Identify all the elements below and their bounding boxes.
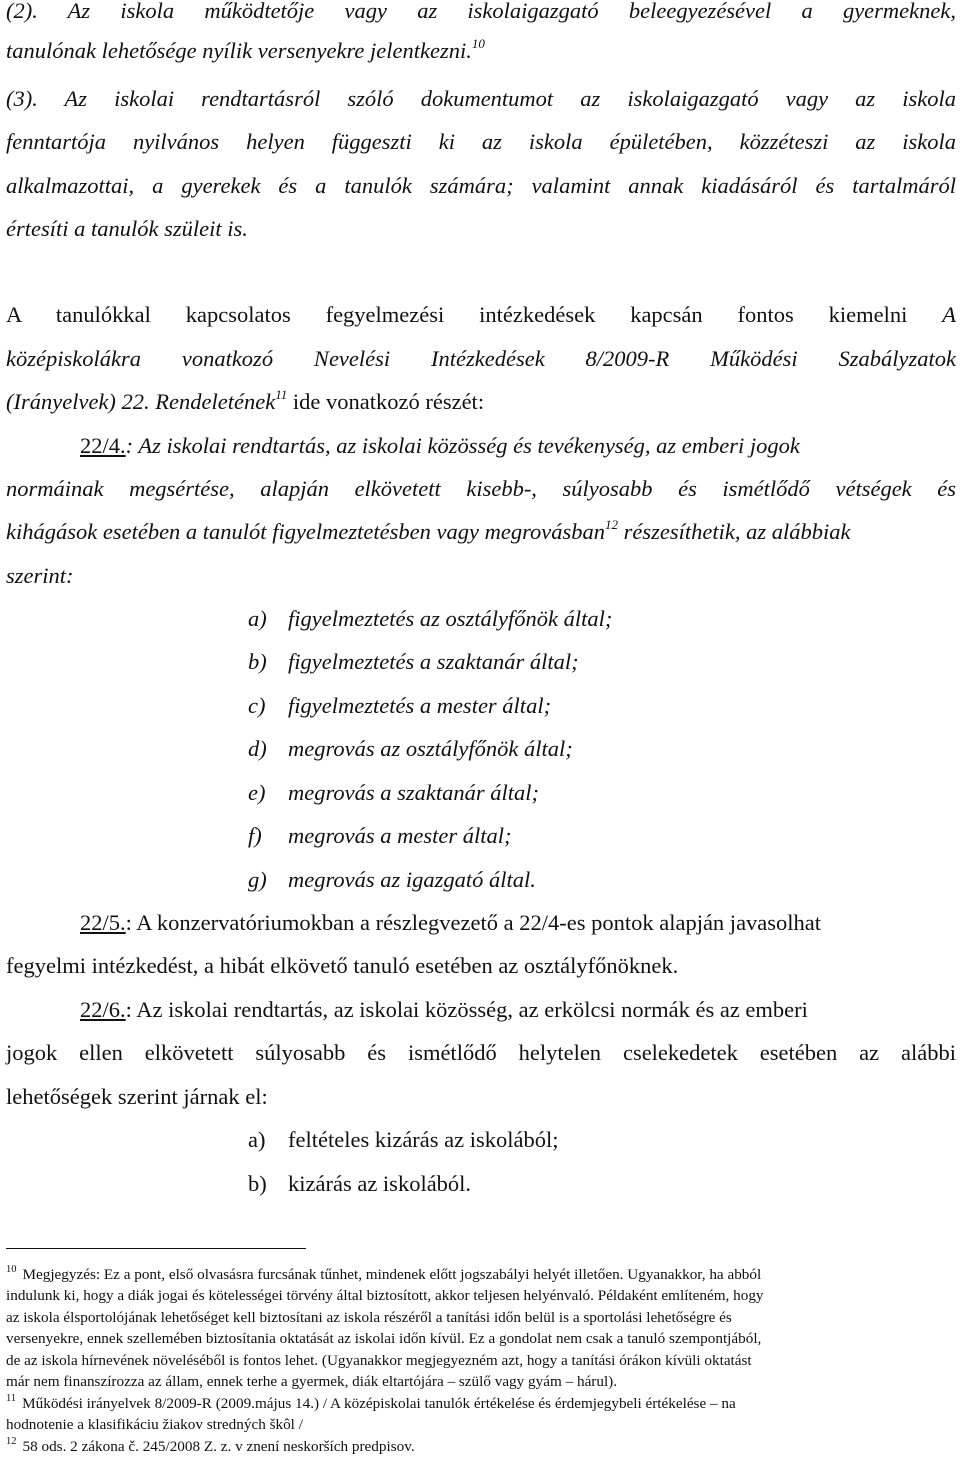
footnote-10-line: indulunk ki, hogy a diák jogai és kötelességei törvény által biztosított, akkor teljesen helyénvaló. Példaként említeném, hogy	[6, 1287, 764, 1304]
paragraph-3-line-4: értesíti a tanulók szüleit is.	[6, 216, 248, 241]
footnote-12-text: 58 ods. 2 zákona č. 245/2008 Z. z. v znení neskorších predpisov.	[22, 1438, 415, 1455]
section-22-4-line-3	[6, 517, 956, 550]
intro-line-1	[6, 300, 956, 330]
footnote-ref-10: 10	[471, 36, 485, 51]
list-item-text: megrovás a mester által;	[288, 823, 512, 848]
list-item	[248, 821, 512, 851]
section-22-6-text: : Az iskolai rendtartás, az iskolai közösség, az erkölcsi normák és az emberi	[125, 997, 808, 1022]
footnote-ref-11: 11	[275, 387, 288, 402]
list-item	[248, 865, 536, 895]
list-item-text: megrovás az igazgató által.	[288, 867, 536, 892]
list-item	[248, 691, 551, 721]
footnote-12-line	[6, 1436, 946, 1459]
footnote-10-line	[6, 1264, 946, 1287]
section-22-5-line-1	[80, 908, 956, 938]
list-item	[248, 1169, 471, 1199]
section-22-4-line-4: szerint:	[6, 563, 74, 588]
list-item-text: megrovás az osztályfőnök által;	[288, 736, 573, 761]
section-22-5-line-2: fegyelmi intézkedést, a hibát elkövető tanuló esetében az osztályfőnöknek.	[6, 953, 679, 978]
list-item-label: b)	[248, 1171, 267, 1196]
list-item-label: b)	[248, 649, 267, 674]
footnote-10-marker: 10	[6, 1264, 17, 1275]
footnote-10-line: már nem finanszírozza az állam, ennek terhe a gyermek, diák eltartójára – szülő vagy gyám – hárul).	[6, 1373, 618, 1390]
footnote-10-line: de az iskola hírnevének növeléséből is fontos lehet. (Ugyanakkor megjegyezném azt, hogy a tanítási órákon kívüli oktatást	[6, 1352, 752, 1369]
footnote-12-marker: 12	[6, 1436, 17, 1447]
section-22-6-line-2: jogok ellen elkövetett súlyosabb és ismétlődő helytelen cselekedetek esetében az alábbi	[6, 1040, 956, 1065]
footnote-ref-12: 12	[605, 517, 618, 532]
intro-text-italic-a: A	[942, 302, 957, 327]
list-item	[248, 734, 573, 764]
intro-tail: ide vonatkozó részét:	[292, 389, 485, 414]
intro-line-3	[6, 387, 956, 420]
list-item-label: g)	[248, 867, 267, 892]
footnote-11-text: Működési irányelvek 8/2009-R (2009.május 14.) / A középiskolai tanulók értékelése és érdemjegybeli értékelése – na	[22, 1395, 736, 1412]
section-22-4-line-2: normáinak megsértése, alapján elkövetett kisebb-, súlyosabb és ismétlődő vétségek és	[6, 476, 956, 501]
section-22-4-text-3: kihágások esetében a tanulót figyelmeztetésben vagy megrovásban	[6, 519, 605, 544]
section-22-6-line-1	[80, 995, 956, 1025]
list-item	[248, 604, 612, 634]
footnote-10-line: versenyekre, ennek szellemében biztosítania oktatását az iskolai időn kívül. Ez a gondolat nem csak a tanuló szempontjából,	[6, 1330, 762, 1347]
section-22-4-text-3b: részesíthetik, az alábbiak	[623, 519, 851, 544]
list-item-label: a)	[248, 606, 267, 631]
intro-text: A tanulókkal kapcsolatos fegyelmezési intézkedések kapcsán fontos kiemelni	[6, 302, 908, 327]
section-22-4-text: : Az iskolai rendtartás, az iskolai közösség és tevékenység, az emberi jogok	[125, 433, 800, 458]
list-item-label: e)	[248, 780, 266, 805]
footnote-11-line: hodnotenie a klasifikáciu žiakov stredných škôl /	[6, 1416, 303, 1433]
paragraph-3-line-1: (3). Az iskolai rendtartásról szóló dokumentumot az iskolaigazgató vagy az iskola	[6, 86, 956, 111]
list-item	[248, 1125, 559, 1155]
section-22-4-number: 22/4.	[80, 433, 126, 458]
section-22-5-number: 22/5.	[80, 910, 126, 935]
list-item-text: figyelmeztetés az osztályfőnök által;	[288, 606, 613, 631]
section-22-6-line-3: lehetőségek szerint járnak el:	[6, 1084, 268, 1109]
paragraph-3-line-2: fenntartója nyilvános helyen függeszti ki az iskola épületében, közzéteszi az iskola	[6, 129, 956, 154]
footnote-10-text: Megjegyzés: Ez a pont, első olvasásra furcsának tűnhet, mindenek előtt jogszabályi helyét illetően. Ugyanakkor, ha abból	[22, 1266, 762, 1283]
list-item-label: a)	[248, 1127, 266, 1152]
paragraph-2-line-2	[6, 36, 956, 69]
list-item	[248, 647, 579, 677]
footnote-separator	[6, 1248, 306, 1249]
paragraph-3-line-3: alkalmazottai, a gyerekek és a tanulók számára; valamint annak kiadásáról és tartalmáról	[6, 173, 956, 198]
section-22-6-number: 22/6.	[80, 997, 126, 1022]
intro-regulation: (Irányelvek) 22. Rendeletének	[6, 389, 276, 414]
list-item-label: d)	[248, 736, 267, 761]
section-22-4-line-1	[80, 431, 956, 461]
list-item-text: figyelmeztetés a mester által;	[288, 693, 552, 718]
list-item-label: f)	[248, 823, 262, 848]
section-22-5-text: : A konzervatóriumokban a részlegvezető a 22/4-es pontok alapján javasolhat	[125, 910, 822, 935]
list-item-text: feltételes kizárás az iskolából;	[288, 1127, 559, 1152]
list-item-text: kizárás az iskolából.	[288, 1171, 472, 1196]
footnote-11-line	[6, 1393, 946, 1416]
list-item	[248, 778, 539, 808]
list-item-label: c)	[248, 693, 266, 718]
paragraph-2-line-1: (2). Az iskola működtetője vagy az iskolaigazgató beleegyezésével a gyermeknek,	[6, 0, 956, 23]
list-item-text: megrovás a szaktanár által;	[288, 780, 540, 805]
intro-line-2: középiskolákra vonatkozó Nevelési Intézkedések 8/2009-R Működési Szabályzatok	[6, 346, 956, 371]
list-item-text: figyelmeztetés a szaktanár által;	[288, 649, 579, 674]
footnote-11-marker: 11	[6, 1393, 17, 1404]
footnote-10-line: az iskola élsportolójának lehetőséget kell biztosítani az iskola részéről a tanítási időn belül is a sportolási lehetőségre és	[6, 1309, 732, 1326]
paragraph-2-text: tanulónak lehetősége nyílik versenyekre jelentkezni.	[6, 38, 472, 63]
